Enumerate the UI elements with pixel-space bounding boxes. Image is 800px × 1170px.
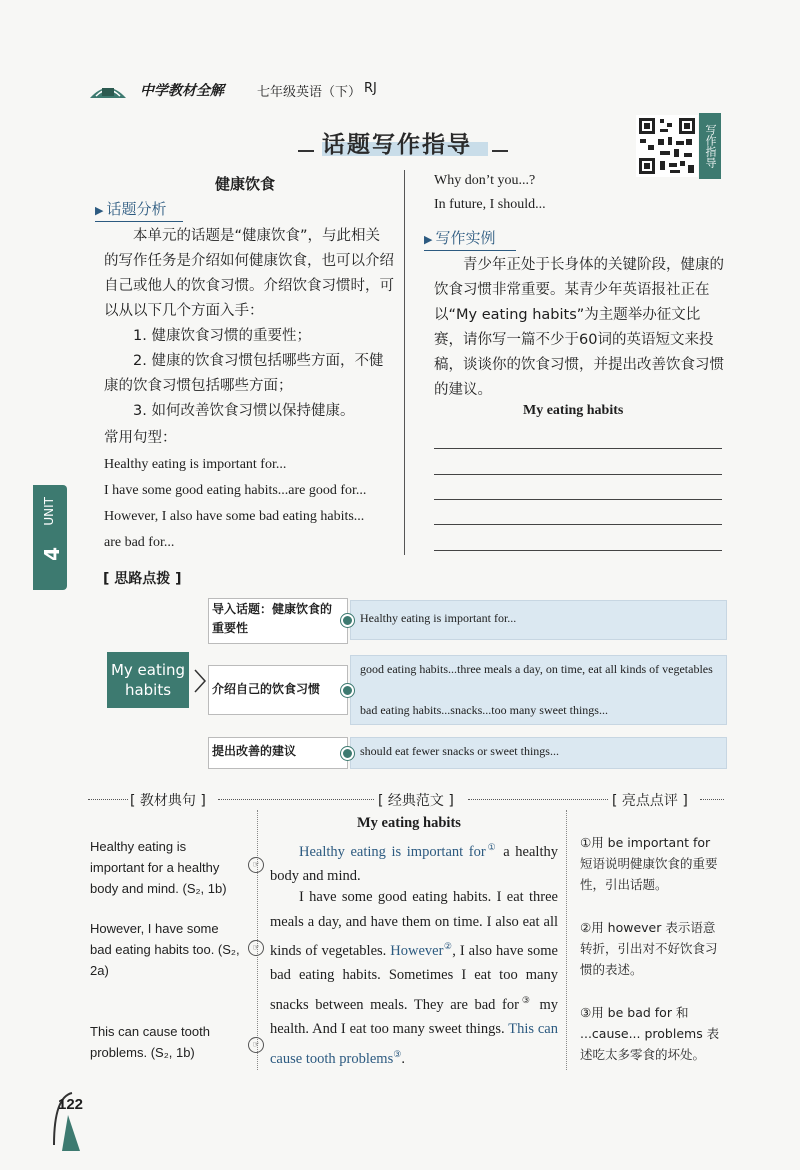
- analysis-heading: [95, 198, 183, 222]
- textbook-sentence-2: However, I have some bad eating habits too. (S₂, 2a): [90, 921, 240, 978]
- unit-tab: [33, 485, 67, 590]
- mindmap-label-3: 提出改善的建议: [212, 744, 297, 758]
- topic-title: 健康饮食: [215, 175, 276, 193]
- triangle-icon: ▶: [95, 204, 104, 217]
- writing-title: My eating habits: [523, 403, 624, 418]
- comment-1: ①用 be important for 短语说明健康饮食的重要性，引出话题。: [580, 835, 718, 892]
- mindmap-text-1: Healthy eating is important for...: [360, 611, 517, 625]
- pattern-1: Healthy eating is important for...: [104, 457, 287, 472]
- dotted-rule: [700, 799, 724, 800]
- essay-para-2: I have some good eating habits. I eat three meals a day, and have them on time. I also eat all kinds of vegetables. However②, I also have some bad eating habits. Sometimes I eat too many snacks between meals. They are bad for③ my health. And I eat too many sweet things. This can cause tooth problems③.: [270, 889, 558, 1067]
- qr-tag: 写作指导: [699, 113, 721, 179]
- writing-line: [434, 524, 722, 525]
- mindmap-text-3: should eat fewer snacks or sweet things...: [360, 744, 559, 758]
- pattern-4: are bad for...: [104, 535, 175, 550]
- essay-text: .: [401, 1050, 405, 1067]
- bullet-dot-icon: [341, 747, 354, 760]
- bullet-dot-icon: [341, 684, 354, 697]
- mindmap-label-1: 导入话题：健康饮食的重要性: [212, 602, 333, 635]
- chevron-right-icon: [193, 668, 207, 694]
- page-title: 话题写作指导: [322, 132, 472, 158]
- unit-label: UNIT: [42, 497, 56, 526]
- unit-number: 4: [40, 547, 64, 561]
- qr-code-icon: [636, 115, 698, 177]
- mindmap-label-2: 介绍自己的饮食习惯: [212, 682, 321, 696]
- essay-title: My eating habits: [357, 815, 461, 831]
- page-number: 122: [58, 1096, 84, 1113]
- comment-3: ③用 be bad for 和 ...cause... problems 表述吃太多零食的坏处。: [580, 1005, 720, 1062]
- book-logo-icon: [88, 74, 128, 102]
- essay-text: a healthy body and mind.: [270, 843, 558, 885]
- reference-marker-icon: ☞: [248, 1037, 264, 1053]
- model-header: [ 经典范文 ]: [378, 793, 454, 809]
- mindmap-text-2b: bad eating habits...snacks...too many sweet things...: [360, 703, 608, 717]
- column-divider: [404, 170, 405, 555]
- mindmap-text-2: good eating habits...three meals a day, on time, eat all kinds of vegetables: [360, 662, 713, 676]
- mindmap-heading: [ 思路点拨 ]: [103, 571, 182, 587]
- textbook-sentence-1: Healthy eating is important for a healthy body and mind. (S₂, 1b): [90, 839, 227, 896]
- pattern-3: However, I also have some bad eating habits...: [104, 509, 365, 524]
- analysis-point-2: 2. 健康的饮食习惯包括哪些方面，不健康的饮食习惯包括哪些方面；: [104, 353, 384, 394]
- example-heading-label: 写作实例: [435, 229, 496, 247]
- book-edition: RJ: [364, 81, 377, 96]
- comment-2: ②用 however 表示语意转折，引出对不好饮食习惯的表述。: [580, 920, 718, 977]
- banner-right-rule: [492, 150, 508, 152]
- writing-line: [434, 499, 722, 500]
- banner-left-rule: [298, 150, 314, 152]
- analysis-heading-label: 话题分析: [106, 200, 167, 218]
- essay-text: my health. And I eat too many sweet things.: [270, 996, 558, 1038]
- essay-highlight-2: However: [390, 942, 444, 959]
- essay-para-1: Healthy eating is important for① a healthy body and mind.: [270, 842, 558, 885]
- textbook-header: [ 教材典句 ]: [130, 793, 206, 809]
- reference-marker-icon: ☞: [248, 857, 264, 873]
- dotted-rule: [88, 799, 128, 800]
- triangle-icon: ▶: [424, 233, 433, 246]
- pattern-2: I have some good eating habits...are good for...: [104, 483, 367, 498]
- writing-line: [434, 474, 722, 475]
- pattern-6: In future, I should...: [434, 197, 546, 212]
- pattern-5: Why don’t you...?: [434, 173, 536, 188]
- dotted-rule: [468, 799, 608, 800]
- dotted-rule: [218, 799, 374, 800]
- column-divider: [566, 810, 568, 1070]
- bullet-dot-icon: [341, 614, 354, 627]
- essay-highlight-3: This can cause tooth problems: [270, 1021, 558, 1067]
- analysis-paragraph: 本单元的话题是“健康饮食”，与此相关的写作任务是介绍如何健康饮食，也可以介绍自己或他人的饮食习惯。介绍饮食习惯时，可以从以下几个方面入手：: [104, 228, 394, 319]
- book-subtitle: 七年级英语（下）: [257, 85, 362, 100]
- analysis-point-3: 3. 如何改善饮食习惯以保持健康。: [133, 403, 355, 419]
- essay-highlight-1: Healthy eating is important for: [299, 843, 486, 860]
- comments-header: [ 亮点点评 ]: [612, 793, 688, 809]
- writing-line: [434, 550, 722, 551]
- textbook-sentence-3: This can cause tooth problems. (S₂, 1b): [90, 1024, 210, 1060]
- analysis-point-1: 1. 健康饮食习惯的重要性；: [133, 328, 311, 344]
- essay-text: , I also have some bad eating habits. Sometimes I eat too many snacks between meals. They are bad for: [270, 942, 558, 1013]
- example-paragraph: 青少年正处于长身体的关键阶段，健康的饮食习惯非常重要。某青少年英语报社正在以“My eating habits”为主题举办征文比赛，请你写一篇不少于60词的英语短文来投稿，谈谈你的饮食习惯，并提出改善饮食习惯的建议。: [434, 257, 724, 398]
- mindmap-root: My eating habits: [107, 652, 189, 708]
- writing-line: [434, 448, 722, 449]
- book-title: 中学教材全解: [140, 83, 224, 99]
- example-heading: [424, 227, 516, 251]
- reference-marker-icon: ☞: [248, 940, 264, 956]
- essay-text: I have some good eating habits. I eat three meals a day, and have them on time. I also eat all kinds of vegetables.: [270, 889, 558, 959]
- patterns-label: 常用句型：: [104, 430, 177, 446]
